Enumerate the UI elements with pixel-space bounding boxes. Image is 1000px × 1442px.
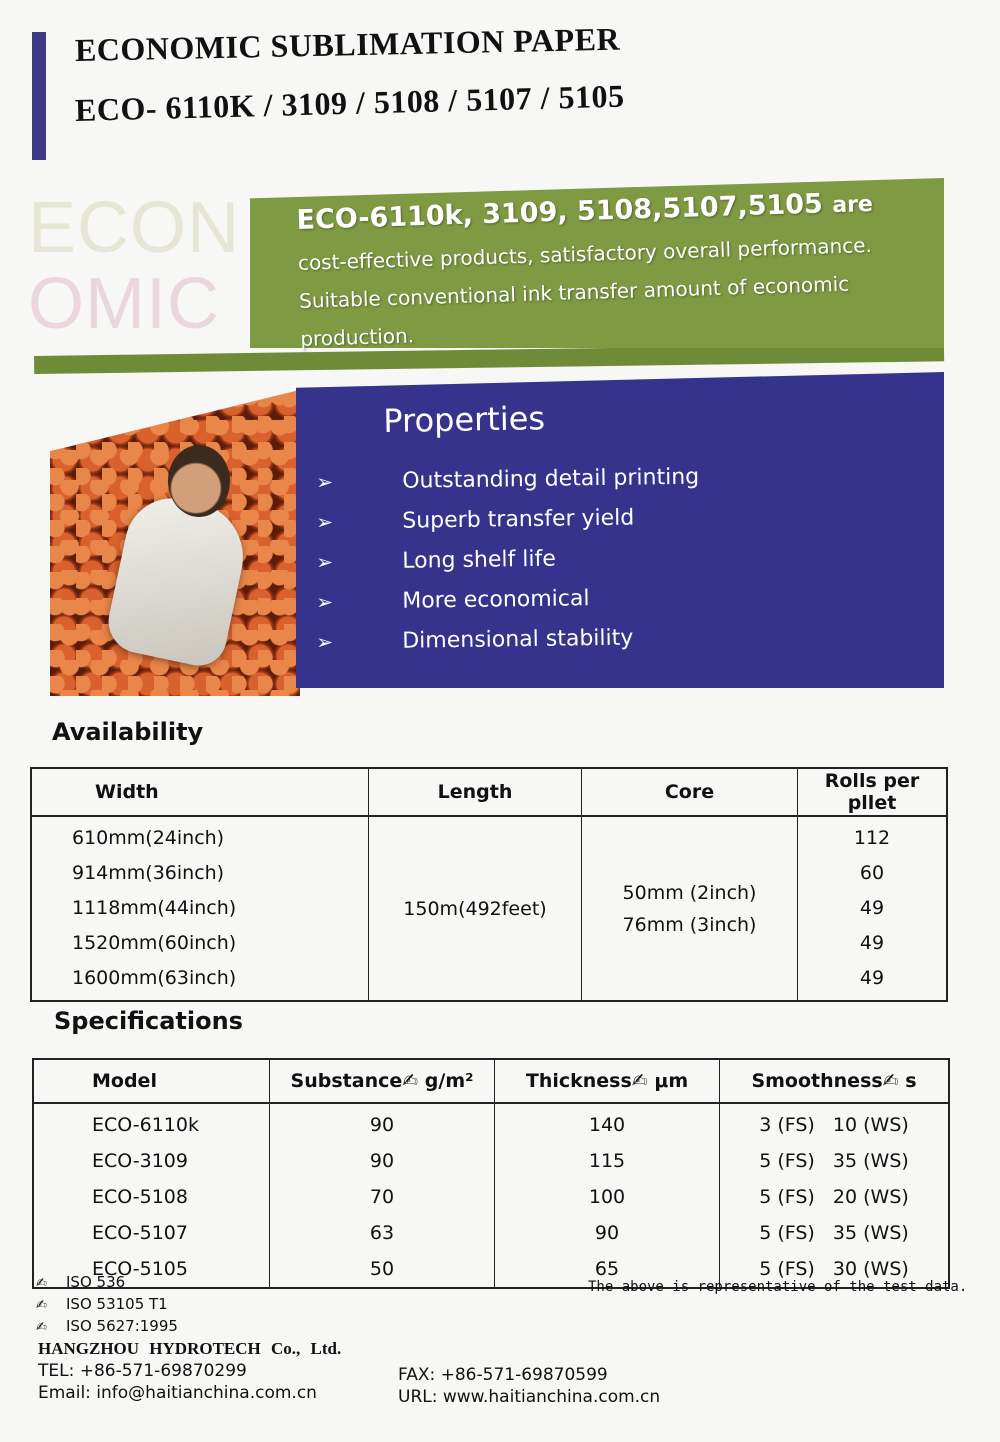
telephone: TEL: +86-571-69870299	[38, 1361, 247, 1381]
banner-headline: ECO-6110k, 3109, 5108,5107,5105 are	[296, 188, 874, 236]
property-item: ➢ More economical	[312, 574, 913, 622]
column-header: Rolls per pllet	[798, 768, 948, 816]
model-list-title: ECO- 6110K / 3109 / 5108 / 5107 / 5105	[74, 77, 625, 128]
arrow-bullet-icon: ➢	[316, 549, 334, 574]
table-row: ECO-5105 50 65 5 (FS) 30 (WS)	[33, 1251, 949, 1288]
economic-watermark: ECON OMIC	[28, 188, 241, 344]
table-row: ECO-6110k 90 140 3 (FS) 10 (WS)	[33, 1103, 949, 1143]
properties-title: Properties	[383, 399, 546, 440]
arrow-bullet-icon: ➢	[316, 589, 334, 614]
property-item: ➢ Superb transfer yield	[312, 494, 913, 542]
column-header: Substance✍ g/m²	[270, 1059, 495, 1103]
header-accent-bar	[32, 32, 46, 160]
column-header: Length	[369, 768, 582, 816]
column-header: Smoothness✍ s	[720, 1059, 950, 1103]
arrow-bullet-icon: ➢	[316, 469, 334, 494]
arrow-bullet-icon: ➢	[316, 629, 334, 654]
column-header: Thickness✍ μm	[495, 1059, 720, 1103]
website-link[interactable]: URL: www.haitianchina.com.cn	[398, 1387, 661, 1407]
column-header: Width	[31, 768, 369, 816]
table-row: ECO-5108 70 100 5 (FS) 20 (WS)	[33, 1179, 949, 1215]
column-header: Core	[582, 768, 798, 816]
availability-heading: Availability	[52, 718, 204, 746]
standard-item: ✍ ISO 53105 T1	[36, 1294, 178, 1316]
page-title: ECONOMIC SUBLIMATION PAPER	[74, 20, 621, 68]
banner-body-line: Suitable conventional ink transfer amount of economic	[298, 271, 850, 313]
properties-list	[312, 462, 912, 662]
column-header: Model	[33, 1059, 270, 1103]
standard-item: ✍ ISO 5627:1995	[36, 1316, 178, 1338]
email-link[interactable]: Email: info@haitianchina.com.cn	[38, 1383, 317, 1403]
table-row: ECO-3109 90 115 5 (FS) 35 (WS)	[33, 1143, 949, 1179]
arrow-bullet-icon: ➢	[316, 509, 334, 534]
table-row: ECO-5107 63 90 5 (FS) 35 (WS)	[33, 1215, 949, 1251]
banner-description	[296, 180, 941, 358]
banner-body-line: cost-effective products, satisfactory overall performance.	[297, 232, 873, 275]
core-cell: 50mm (2inch) 76mm (3inch)	[582, 816, 798, 1001]
rolls-cell: 112 60 49 49 49	[798, 816, 948, 1001]
fax: FAX: +86-571-69870599	[398, 1365, 608, 1385]
property-item: ➢ Dimensional stability	[312, 614, 913, 662]
banner-body-line: production.	[299, 323, 415, 351]
length-cell: 150m(492feet)	[369, 816, 582, 1001]
standard-item: ✍ ISO 536	[36, 1272, 178, 1294]
availability-table	[30, 767, 948, 1002]
standards-list	[36, 1272, 178, 1338]
specifications-table	[32, 1058, 950, 1289]
pen-icon: ✍	[36, 1320, 47, 1335]
specifications-heading: Specifications	[54, 1007, 243, 1035]
pen-icon: ✍	[36, 1276, 47, 1291]
pen-icon: ✍	[36, 1298, 47, 1313]
test-data-note: The above is representative of the test data.	[588, 1279, 968, 1295]
property-item: ➢ Outstanding detail printing	[312, 454, 913, 502]
photo-child-head	[168, 445, 230, 517]
company-name: HANGZHOU HYDROTECH Co., Ltd.	[38, 1339, 342, 1358]
property-item: ➢ Long shelf life	[312, 534, 913, 582]
width-cell: 610mm(24inch) 914mm(36inch) 1118mm(44inch) 1520mm(60inch) 1600mm(63inch)	[31, 816, 369, 1001]
